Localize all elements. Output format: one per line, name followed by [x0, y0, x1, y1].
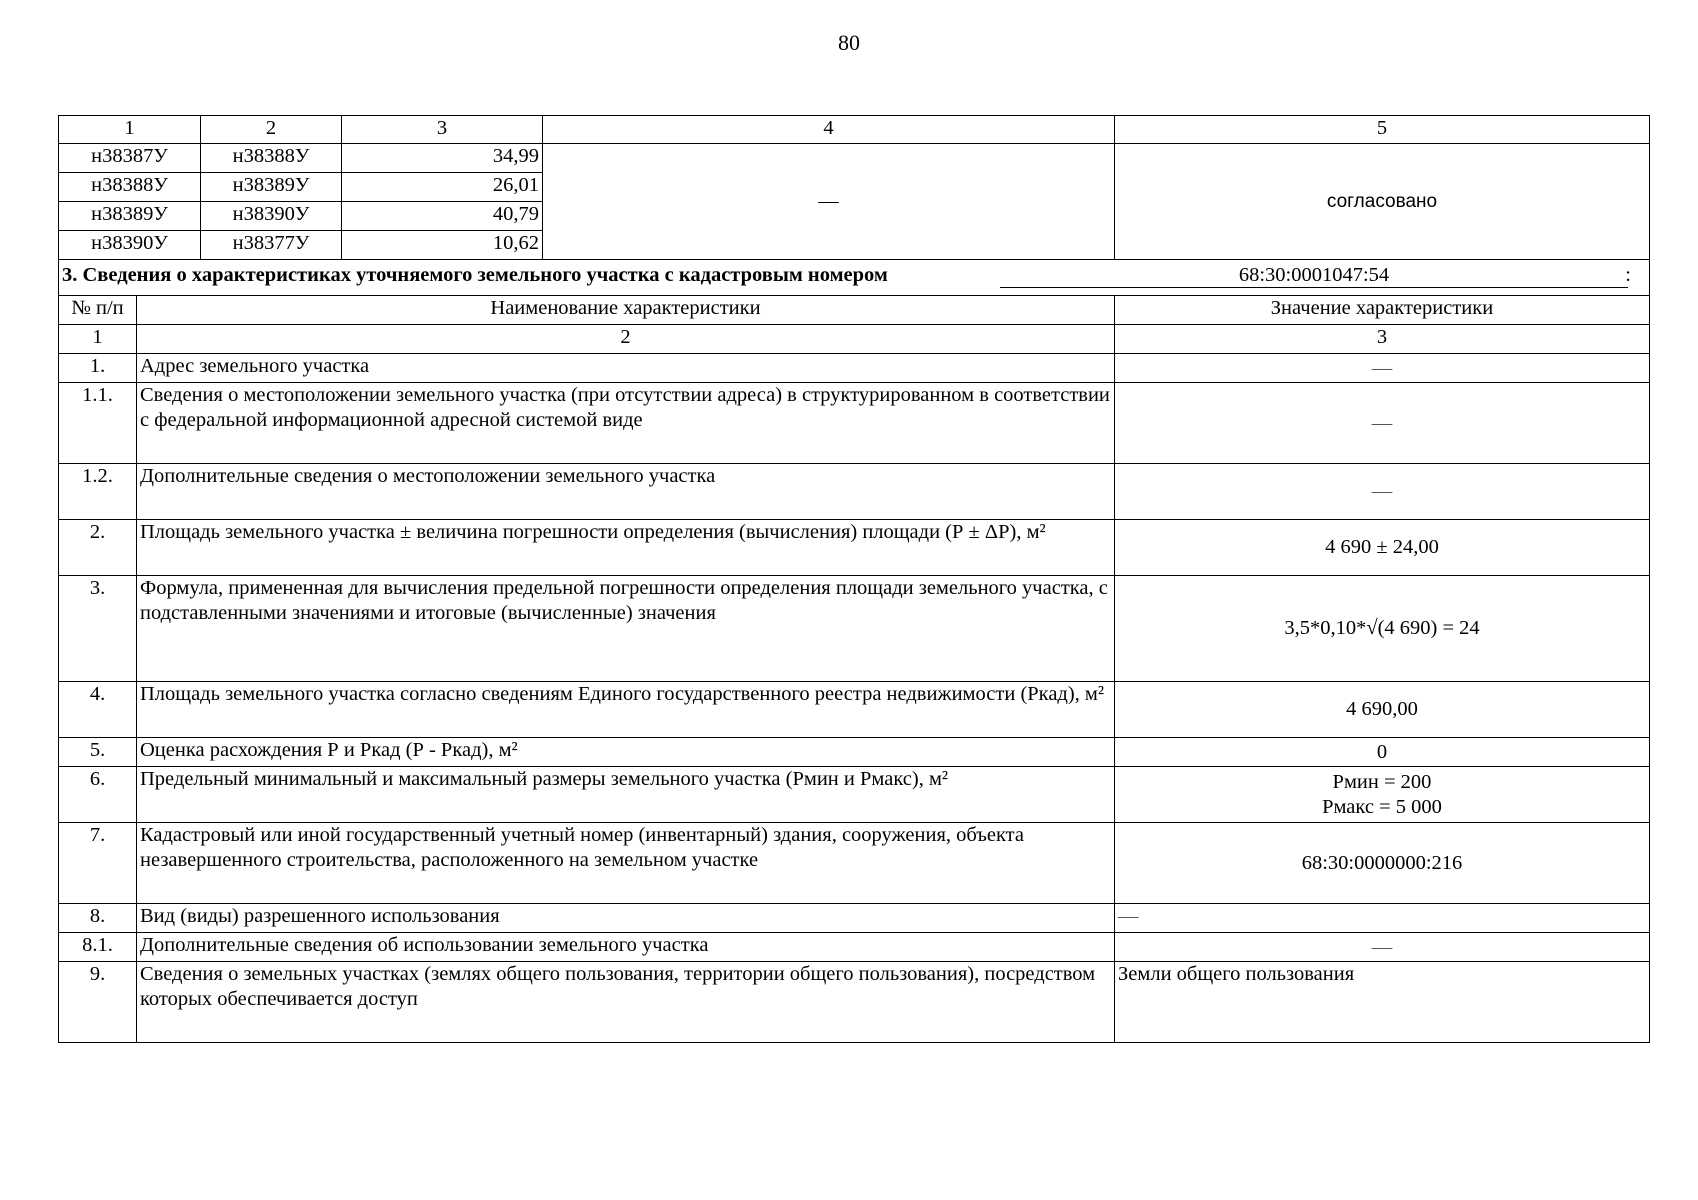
row-number: 2.	[59, 520, 137, 576]
row-name: Кадастровый или иной государственный учетный номер (инвентарный) здания, сооружения, объекта незавершенного строительства, расположенного на земельном участке	[137, 823, 1115, 904]
segment-length: 10,62	[342, 231, 543, 260]
row-value: —	[1115, 383, 1650, 464]
section-colon: :	[1625, 264, 1631, 286]
point-from: н38390У	[59, 231, 201, 260]
table-row	[59, 144, 1650, 173]
table-row	[59, 962, 1650, 1043]
table-row	[59, 354, 1650, 383]
point-to: н38390У	[201, 202, 342, 231]
header-name: Наименование характеристики	[137, 296, 1115, 325]
segment-length: 26,01	[342, 173, 543, 202]
table-row	[59, 823, 1650, 904]
row-name: Площадь земельного участка согласно сведениям Единого государственного реестра недвижимости (Ркад), м²	[137, 682, 1115, 738]
row-number: 7.	[59, 823, 137, 904]
col4-value: —	[543, 144, 1115, 260]
row-number: 8.1.	[59, 933, 137, 962]
segment-length: 34,99	[342, 144, 543, 173]
segment-length: 40,79	[342, 202, 543, 231]
col5-value: согласовано	[1115, 144, 1650, 260]
table-row	[59, 520, 1650, 576]
row-name: Оценка расхождения Р и Ркад (Р - Ркад), м²	[137, 738, 1115, 767]
section-title-row	[59, 260, 1650, 296]
row-number: 3.	[59, 576, 137, 682]
row-name: Вид (виды) разрешенного использования	[137, 904, 1115, 933]
page-number: 80	[838, 30, 860, 55]
row-value: 3,5*0,10*√(4 690) = 24	[1115, 576, 1650, 682]
point-to: н38389У	[201, 173, 342, 202]
point-from: н38387У	[59, 144, 201, 173]
row-value: —	[1115, 904, 1650, 933]
table-row	[59, 464, 1650, 520]
row-number: 5.	[59, 738, 137, 767]
row-number: 1.	[59, 354, 137, 383]
table-row	[59, 933, 1650, 962]
table-row	[59, 682, 1650, 738]
point-from: н38389У	[59, 202, 201, 231]
point-to: н38388У	[201, 144, 342, 173]
header-num-3: 3	[1115, 325, 1650, 354]
row-number: 6.	[59, 767, 137, 823]
document-table	[58, 115, 1650, 1043]
header-value: Значение характеристики	[1115, 296, 1650, 325]
row-value: Рмин = 200 Рмакс = 5 000	[1115, 767, 1650, 823]
char-table-header-row	[59, 296, 1650, 325]
row-number: 9.	[59, 962, 137, 1043]
row-name: Дополнительные сведения об использовании земельного участка	[137, 933, 1115, 962]
row-value: 68:30:0000000:216	[1115, 823, 1650, 904]
row-value: 4 690 ± 24,00	[1115, 520, 1650, 576]
table-row	[59, 767, 1650, 823]
row-name: Дополнительные сведения о местоположении земельного участка	[137, 464, 1115, 520]
top-col-header-5: 5	[1115, 116, 1650, 144]
row-name: Площадь земельного участка ± величина погрешности определения (вычисления) площади (Р ± ΔР), м²	[137, 520, 1115, 576]
table-row	[59, 576, 1650, 682]
row-name: Адрес земельного участка	[137, 354, 1115, 383]
cadastral-number: 68:30:0001047:54	[1000, 263, 1628, 288]
row-name: Формула, примененная для вычисления предельной погрешности определения площади земельного участка, с подставленными значениями и итоговые (вычисленные) значения	[137, 576, 1115, 682]
top-table-header-row	[59, 116, 1650, 144]
table-row	[59, 383, 1650, 464]
row-value: 4 690,00	[1115, 682, 1650, 738]
header-number: № п/п	[59, 296, 137, 325]
row-name: Сведения о местоположении земельного участка (при отсутствии адреса) в структурированном в соответствии с федеральной информационной адресной системой виде	[137, 383, 1115, 464]
char-table-numbering-row	[59, 325, 1650, 354]
row-value: —	[1115, 464, 1650, 520]
point-to: н38377У	[201, 231, 342, 260]
row-number: 1.2.	[59, 464, 137, 520]
row-value: —	[1115, 933, 1650, 962]
section-title: 3. Сведения о характеристиках уточняемого земельного участка с кадастровым номером	[62, 264, 888, 286]
point-from: н38388У	[59, 173, 201, 202]
row-number: 1.1.	[59, 383, 137, 464]
header-num-1: 1	[59, 325, 137, 354]
table-row	[59, 738, 1650, 767]
row-number: 8.	[59, 904, 137, 933]
row-value: —	[1115, 354, 1650, 383]
top-col-header-3: 3	[342, 116, 543, 144]
row-value: 0	[1115, 738, 1650, 767]
top-col-header-4: 4	[543, 116, 1115, 144]
row-number: 4.	[59, 682, 137, 738]
table-row	[59, 904, 1650, 933]
row-name: Предельный минимальный и максимальный размеры земельного участка (Рмин и Рмакс), м²	[137, 767, 1115, 823]
header-num-2: 2	[137, 325, 1115, 354]
top-col-header-2: 2	[201, 116, 342, 144]
row-value: Земли общего пользования	[1115, 962, 1650, 1043]
row-name: Сведения о земельных участках (землях общего пользования, территории общего пользования), посредством которых обеспечивается доступ	[137, 962, 1115, 1043]
top-col-header-1: 1	[59, 116, 201, 144]
